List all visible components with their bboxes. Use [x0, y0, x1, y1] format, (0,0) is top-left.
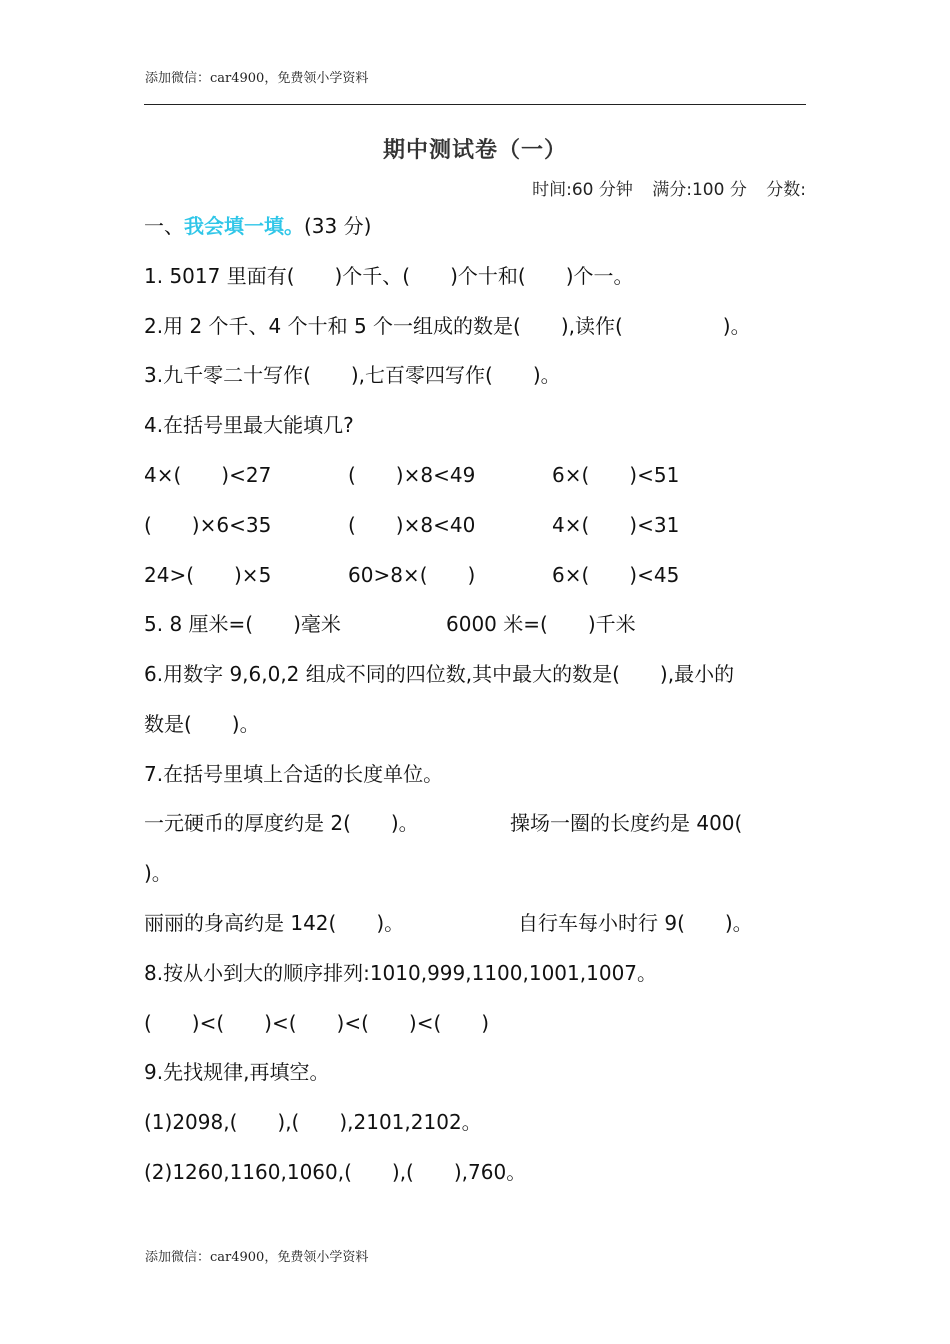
question-1: 1. 5017 里面有( )个千、( )个十和( )个一。 [144, 264, 634, 288]
question-7b-continued: )。 [144, 861, 172, 885]
question-8-prompt: 8.按从小到大的顺序排列:1010,999,1100,1001,1007。 [144, 961, 658, 985]
full-score: 满分:100 分 [652, 180, 747, 200]
page-title: 期中测试卷（一） [382, 137, 567, 163]
q4-item: 4×( )<27 [144, 463, 272, 487]
q4-item: ( )×8<49 [348, 463, 476, 487]
q4-item: 60>8×( ) [348, 563, 476, 587]
exam-meta [518, 175, 806, 200]
q4-item: 6×( )<45 [552, 563, 680, 587]
question-7c: 丽丽的身高约是 142( )。 [144, 911, 405, 935]
section-number: 一、 [144, 214, 184, 238]
question-4-prompt: 4.在括号里最大能填几? [144, 413, 354, 437]
question-7-prompt: 7.在括号里填上合适的长度单位。 [144, 762, 444, 786]
question-6-line2: 数是( )。 [144, 712, 260, 736]
score-field[interactable]: 分数: [766, 180, 806, 200]
header-divider [144, 104, 806, 105]
header-note: 添加微信：car4900，免费领小学资料 [145, 71, 369, 86]
question-7b: 操场一圈的长度约是 400( [510, 811, 743, 835]
section-title: 我会填一填。 [184, 214, 304, 238]
question-7a: 一元硬币的厚度约是 2( )。 [144, 811, 419, 835]
question-5a: 5. 8 厘米=( )毫米 [144, 612, 341, 636]
section-heading [144, 210, 371, 239]
question-9-part2: (2)1260,1160,1060,( ),( ),760。 [144, 1160, 527, 1184]
question-3: 3.九千零二十写作( ),七百零四写作( )。 [144, 363, 561, 387]
q4-item: 4×( )<31 [552, 513, 680, 537]
question-7d: 自行车每小时行 9( )。 [518, 911, 753, 935]
time-limit: 时间:60 分钟 [532, 180, 633, 200]
q4-item: 6×( )<51 [552, 463, 680, 487]
question-2: 2.用 2 个千、4 个十和 5 个一组成的数是( ),读作( )。 [144, 314, 751, 338]
question-9-prompt: 9.先找规律,再填空。 [144, 1060, 330, 1084]
question-5b: 6000 米=( )千米 [446, 612, 636, 636]
footer-note: 添加微信：car4900，免费领小学资料 [145, 1250, 369, 1265]
section-points: (33 分) [304, 214, 372, 238]
q4-item: ( )×8<40 [348, 513, 476, 537]
q4-item: 24>( )×5 [144, 563, 272, 587]
q4-item: ( )×6<35 [144, 513, 272, 537]
question-6-line1: 6.用数字 9,6,0,2 组成不同的四位数,其中最大的数是( ),最小的 [144, 662, 735, 686]
question-8-answer: ( )<( )<( )<( )<( ) [144, 1011, 490, 1035]
question-9-part1: (1)2098,( ),( ),2101,2102。 [144, 1110, 482, 1134]
